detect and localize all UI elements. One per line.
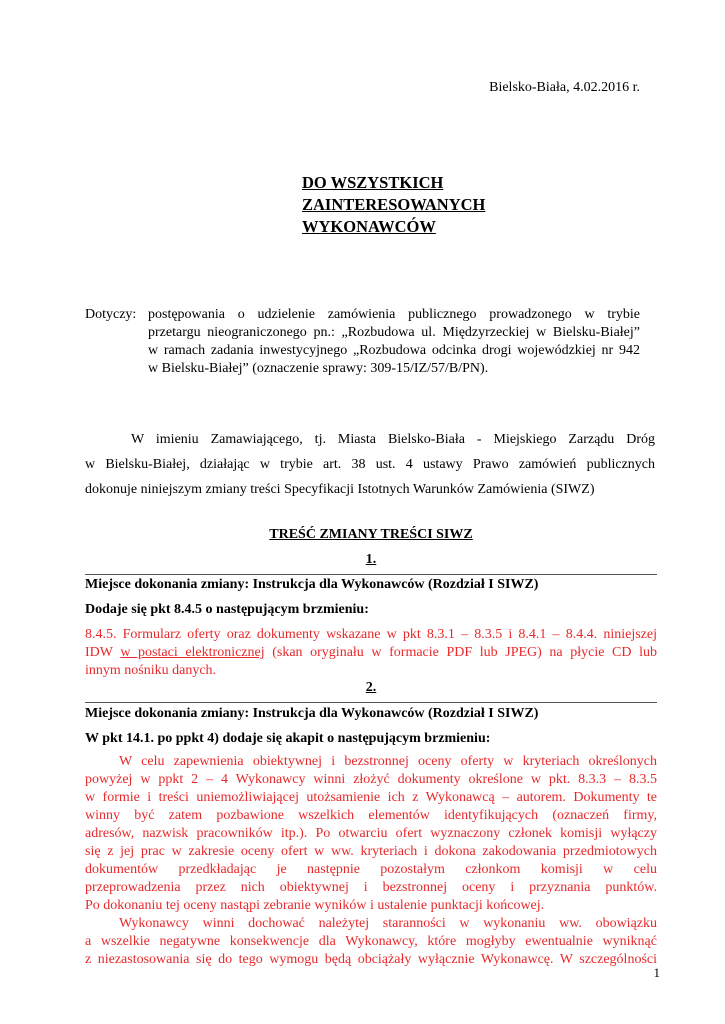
change-action: W pkt 14.1. po ppkt 4) dodaje się akapit o następującym brzmieniu: [85,731,491,746]
content-line: W celu zapewnienia obiektywnej i bezstronnej oceny oferty w kryteriach określonych [119,754,657,769]
content-line: adresów, nazwisk pracowników itp.). Po otwarciu ofert wyznaczony członek komisji wyłączy [85,826,657,841]
regarding-line: przetargu nieograniczonego pn.: „Rozbudowa ul. Międzyrzeckiej w Bielsku-Białej” [148,325,640,340]
change-place: Miejsce dokonania zmiany: Instrukcja dla Wykonawców (Rozdział I SIWZ) [85,706,539,721]
content-line: się z jej prac w zakresie oceny ofert w ww. kryteriach i dokona zakodowania przedmiotowych [85,844,657,859]
content-line: winny być zatem pozbawione wszelkich elementów identyfikujących (oznaczeń firmy, [85,808,657,823]
change-number: 2. [365,680,377,695]
content-line: innym nośniku danych. [85,663,217,678]
date-line: Bielsko-Biała, 4.02.2016 r. [489,80,640,95]
content-line: Wykonawcy winni dochować należytej staranności w wykonaniu ww. obowiązku [119,916,657,931]
content-fragment: IDW [85,645,121,660]
content-line: 8.4.5. Formularz oferty oraz dokumenty wskazane w pkt 8.3.1 – 8.3.5 i 8.4.1 – 8.4.4. niniejszej [85,627,657,642]
change-paragraph [85,915,657,969]
content-line: a wszelkie negatywne konsekwencje dla Wykonawcy, które mogłyby ewentualnie wyniknąć [85,934,657,949]
content-line: przeprowadzenia przez nich obiektywnej i bezstronnej oceny i przyznania punktów. [85,880,657,895]
page-number: 1 [653,965,660,980]
divider [85,574,657,575]
addressee-line: ZAINTERESOWANYCH [302,195,486,214]
regarding-line: postępowania o udzielenie zamówienia publicznego prowadzonego w trybie [148,307,640,322]
content-fragment: (skan oryginału w formacie PDF lub JPEG) na płycie CD lub [264,645,657,660]
regarding-text [148,306,640,378]
intro-line: W imieniu Zamawiającego, tj. Miasta Bielsko-Biała - Miejskiego Zarządu Dróg [131,432,655,447]
intro-line: dokonuje niniejszym zmiany treści Specyfikacji Istotnych Warunków Zamówienia (SIWZ) [85,482,595,497]
content-line: Po dokonaniu tej oceny nastąpi zebranie wyników i ustalenie punktacji końcowej. [85,898,545,913]
change-action: Dodaje się pkt 8.4.5 o następującym brzmieniu: [85,602,369,617]
regarding-line: w ramach zadania inwestycyjnego „Rozbudowa odcinka drogi wojewódzkiej nr 942 [148,343,640,358]
addressee-line: WYKONAWCÓW [302,217,436,236]
change-place: Miejsce dokonania zmiany: Instrukcja dla Wykonawców (Rozdział I SIWZ) [85,577,539,592]
intro-line: w Bielsku-Białej, działając w trybie art. 38 ust. 4 ustawy Prawo zamówień publicznych [85,457,655,472]
content-line: dokumentów przedkładając je następnie pozostałym członkom komisji w celu [85,862,657,877]
addressee-line: DO WSZYSTKICH [302,173,444,192]
regarding-label: Dotyczy: [85,307,137,322]
regarding-line: w Bielsku-Białej” (oznaczenie sprawy: 309-15/IZ/57/B/PN). [148,361,489,376]
change-number: 1. [365,552,377,567]
underlined-fragment: w postaci elektronicznej [120,645,265,660]
intro-paragraph [85,427,655,502]
addressee-block [302,172,485,238]
content-line: w formie i treści uniemożliwiającej utożsamienie ich z Wykonawcą – autorem. Dokumenty te [85,790,657,805]
change-content [85,626,657,680]
content-line: powyżej w ppkt 2 – 4 Wykonawcy winni złożyć dokumenty określone w pkt. 8.3.3 – 8.3.5 [85,772,657,787]
divider [85,702,657,703]
content-line [85,644,657,662]
section-title: TREŚĆ ZMIANY TREŚCI SIWZ [269,527,473,542]
content-line: z niezastosowania się do tego wymogu będą obciążały wyłącznie Wykonawcę. W szczególności [85,952,657,967]
change-paragraph [85,753,657,915]
